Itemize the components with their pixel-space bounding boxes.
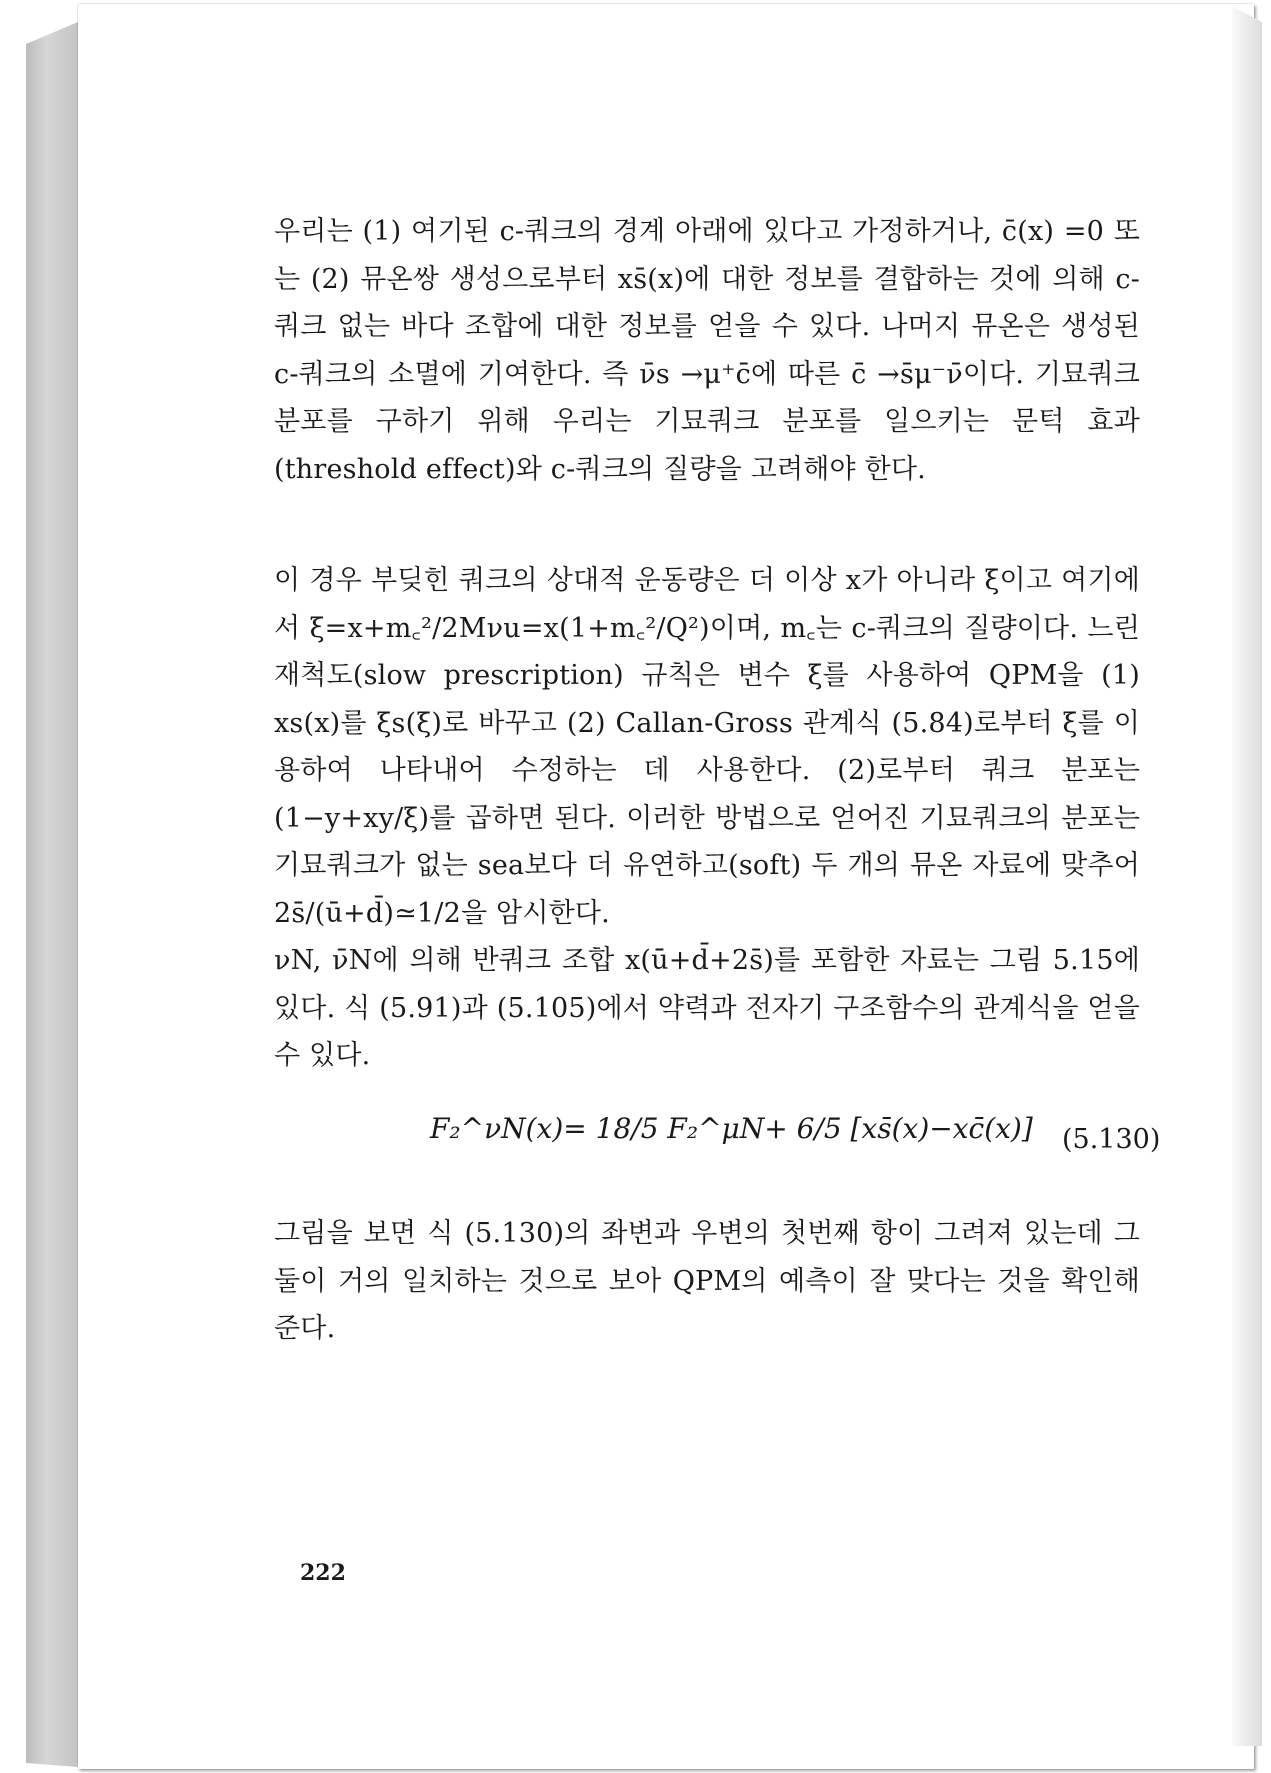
equation-number: (5.130)	[1062, 1124, 1161, 1155]
paragraph-1: 우리는 (1) 여기된 c-쿼크의 경계 아래에 있다고 가정하거나, c̄(x) =0 또는 (2) 뮤온쌍 생성으로부터 xs̄(x)에 대한 정보를 결합하는 것에 의해 c-쿼크 없는 바다 조합에 대한 정보를 얻을 수 있다. 나머지 뮤온은 생성된 c-쿼크의 소멸에 기여한다. 즉 ν̄s →μ⁺c̄에 따른 c̄ →s̄μ⁻ν̄이다. 기묘쿼크 분포를 구하기 위해 우리는 기묘쿼크 분포를 일으키는 문턱 효과(threshold effect)와 c-쿼크의 질량을 고려해야 한다.	[274, 216, 1140, 485]
paragraph-4: 그림을 보면 식 (5.130)의 좌변과 우변의 첫번째 항이 그려져 있는데 그 둘이 거의 일치하는 것으로 보아 QPM의 예측이 잘 맞다는 것을 확인해 준다.	[274, 1218, 1140, 1344]
page-edge	[1232, 6, 1262, 1746]
book-spine	[26, 22, 78, 1767]
equation: F₂^νN(x)= 18/5 F₂^μN+ 6/5 [xs̄(x)−xc̄(x)]	[430, 1112, 1033, 1145]
paragraph-3: νN, ν̄N에 의해 반쿼크 조합 x(ū+d̄+2s̄)를 포함한 자료는 그림 5.15에 있다. 식 (5.91)과 (5.105)에서 약력과 전자기 구조함수의 관계식을 얻을 수 있다.	[274, 945, 1140, 1071]
page-number: 222	[300, 1560, 346, 1586]
paragraph-2: 이 경우 부딪힌 쿼크의 상대적 운동량은 더 이상 x가 아니라 ξ이고 여기에서 ξ=x+m꜀²/2Mνu=x(1+m꜀²/Q²)이며, m꜀는 c-쿼크의 질량이다. 느린 재척도(slow prescription) 규칙은 변수 ξ를 사용하여 QPM을 (1) xs(x)를 ξs(ξ)로 바꾸고 (2) Callan-Gross 관계식 (5.84)로부터 ξ를 이용하여 나타내어 수정하는 데 사용한다. (2)로부터 쿼크 분포는 (1−y+xy/ξ)를 곱하면 된다. 이러한 방법으로 얻어진 기묘쿼크의 분포는 기묘쿼크가 없는 sea보다 더 유연하고(soft) 두 개의 뮤온 자료에 맞추어 2s̄/(ū+d̄)≃1/2을 암시한다.	[274, 565, 1140, 929]
